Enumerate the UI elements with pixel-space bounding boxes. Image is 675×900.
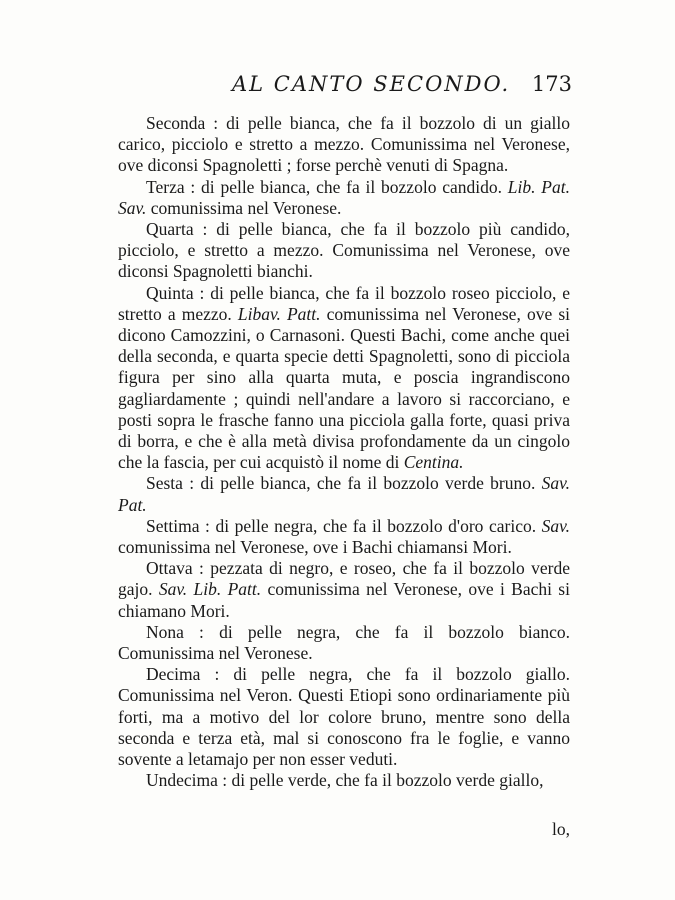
text-run: Seconda : di pelle bianca, che fa il bozzolo di un giallo carico, picciolo e stretto a mezzo. Comunissima nel Veronese, ove diconsi Spagnoletti ; forse perchè venuti di Spagna. [118, 113, 570, 176]
page-header [232, 72, 572, 102]
page-number: 173 [531, 72, 572, 96]
running-title: AL CANTO SECONDO. [232, 72, 511, 96]
italic-citation: Centina. [403, 452, 464, 473]
italic-citation: Sav. Lib. Patt. [158, 579, 262, 600]
italic-citation: Libav. Patt. [237, 303, 321, 324]
text-run: comunissima nel Veronese, ove i Bachi chiamansi Mori. [118, 537, 512, 558]
italic-citation: Sav. Pat. [118, 473, 570, 515]
text-run: Decima : di pelle negra, che fa il bozzolo giallo. Comunissima nel Veron. Questi Etiopi sono ordinariamente più forti, ma a motivo del lor colore bruno, mentre sono della seconda e terza età, mal si conoscono fra le foglie, e vanno sovente a letamajo per non esser veduti. [118, 664, 570, 770]
text-run: Terza : di pelle bianca, che fa il bozzolo candido. [146, 176, 508, 197]
text-run: Quinta : di pelle bianca, che fa il bozzolo roseo picciolo, e stretto a mezzo. [118, 282, 570, 324]
body-text [118, 113, 570, 792]
text-run: Sesta : di pelle bianca, che fa il bozzolo verde bruno. [146, 473, 542, 494]
paragraph [118, 219, 570, 283]
text-run: comunissima nel Veronese, ove i Bachi si chiamano Mori. [118, 579, 570, 621]
text-run: Quarta : di pelle bianca, che fa il bozzolo più candido, picciolo, e stretto a mezzo. Comunissima nel Veronese, ove diconsi Spagnoletti bianchi. [118, 219, 570, 282]
text-run: Settima : di pelle negra, che fa il bozzolo d'oro carico. [146, 515, 542, 536]
paragraph [118, 283, 570, 474]
text-run: Undecima : di pelle verde, che fa il bozzolo verde giallo, [146, 770, 544, 791]
paragraph [118, 664, 570, 770]
text-run: comunissima nel Veronese, ove si dicono Camozzini, o Carnasoni. Questi Bachi, come anche quei della seconda, e quarta specie detti Spagnoletti, sono di picciola figura per sino alla quarta muta, e poscia ingrandiscono gagliardamente ; quindi nell'andare a lavoro si raccorciano, e posti sopra le frasche fanno una picciola galla forte, quasi priva di borra, e che è alla metà divisa profondamente da un cingolo che la fascia, per cui acquistò il nome di [118, 303, 570, 473]
paragraph [118, 558, 570, 622]
text-run: comunissima nel Veronese. [146, 197, 342, 218]
italic-citation: Sav. [541, 515, 570, 536]
paragraph [118, 516, 570, 558]
paragraph [118, 177, 570, 219]
italic-citation: Lib. Pat. Sav. [118, 176, 570, 218]
paragraph [118, 113, 570, 177]
paragraph [118, 473, 570, 515]
catchword: lo, [552, 819, 570, 839]
text-run: Ottava : pezzata di negro, e roseo, che fa il bozzolo verde gajo. [118, 558, 570, 600]
paragraph [118, 770, 570, 791]
text-run: Nona : di pelle negra, che fa il bozzolo bianco. Comunissima nel Veronese. [118, 621, 570, 664]
paragraph [118, 622, 570, 664]
